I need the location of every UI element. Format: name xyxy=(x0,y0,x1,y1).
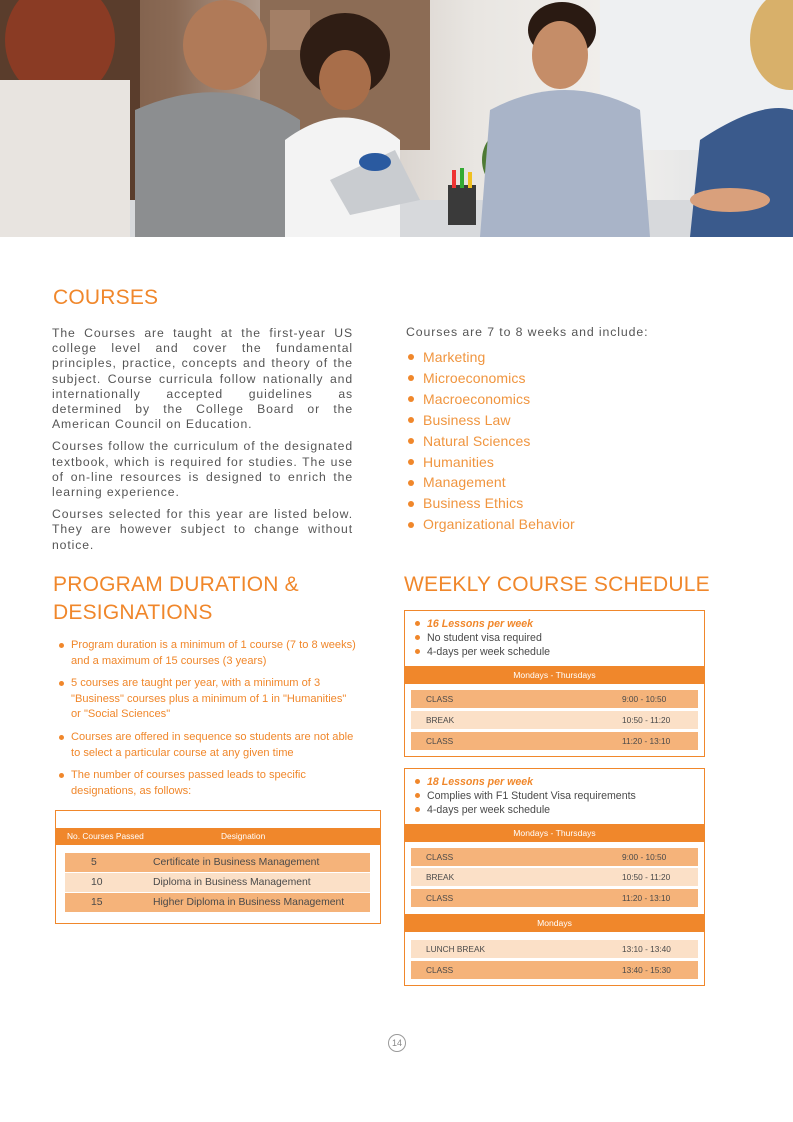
schedule-row xyxy=(411,711,698,729)
slot-label: BREAK xyxy=(426,715,455,725)
course-topic: Humanities xyxy=(406,452,575,473)
page-number: 14 xyxy=(388,1034,406,1052)
bullet-icon xyxy=(408,438,414,444)
slot-label: CLASS xyxy=(426,965,454,975)
intro-paragraph: Courses follow the curriculum of the designated textbook, which is required for studies. The use of on-line resources is designed to enrich the learning experience. xyxy=(52,439,353,500)
schedule-feature: 4-days per week schedule xyxy=(415,803,636,817)
schedule-row xyxy=(411,732,698,750)
course-topic: Natural Sciences xyxy=(406,431,575,452)
course-topic: Macroeconomics xyxy=(406,389,575,410)
table-row xyxy=(65,873,370,892)
designation-name: Higher Diploma in Business Management xyxy=(153,897,345,908)
schedule-row xyxy=(411,961,698,979)
courses-count: 10 xyxy=(91,877,103,888)
schedule-days-band: Mondays xyxy=(405,914,704,932)
course-topic-list xyxy=(406,347,575,535)
slot-time: 10:50 - 11:20 xyxy=(622,715,671,725)
schedule-row xyxy=(411,690,698,708)
bullet-icon xyxy=(415,649,420,654)
bullet-icon xyxy=(408,417,414,423)
bullet-icon xyxy=(408,396,414,402)
slot-time: 10:50 - 11:20 xyxy=(622,872,671,882)
slot-label: BREAK xyxy=(426,872,455,882)
designation-table-header xyxy=(56,828,380,845)
program-heading xyxy=(53,571,299,627)
slot-label: CLASS xyxy=(426,893,454,903)
slot-time: 11:20 - 13:10 xyxy=(622,736,671,746)
slot-label: CLASS xyxy=(426,736,454,746)
course-topic: Business Law xyxy=(406,410,575,431)
program-bullet: Program duration is a minimum of 1 course (7 to 8 weeks) and a maximum of 15 courses (3 years) xyxy=(58,638,358,669)
designation-name: Certificate in Business Management xyxy=(153,857,320,868)
program-heading-line1: PROGRAM DURATION & xyxy=(53,573,299,596)
hero-photo xyxy=(0,0,793,237)
schedule-features xyxy=(415,617,550,659)
program-bullet: 5 courses are taught per year, with a minimum of 3 "Business" courses plus a minimum of 1 in "Humanities" or "Social Sciences" xyxy=(58,676,358,723)
course-topic: Organizational Behavior xyxy=(406,514,575,535)
schedule-row xyxy=(411,848,698,866)
designation-name: Diploma in Business Management xyxy=(153,877,311,888)
schedule-feature: 16 Lessons per week xyxy=(415,617,550,631)
designation-table xyxy=(55,810,381,924)
slot-time: 13:10 - 13:40 xyxy=(622,944,671,954)
courses-count: 5 xyxy=(91,857,97,868)
bullet-icon xyxy=(415,621,420,626)
bullet-icon xyxy=(415,793,420,798)
program-bullet: The number of courses passed leads to specific designations, as follows: xyxy=(58,768,358,799)
program-heading-line2: DESIGNATIONS xyxy=(53,601,213,624)
schedule-feature: No student visa required xyxy=(415,631,550,645)
bullet-icon xyxy=(59,681,64,686)
schedule-row xyxy=(411,868,698,886)
slot-time: 9:00 - 10:50 xyxy=(622,694,667,704)
bullet-icon xyxy=(59,735,64,740)
slot-time: 9:00 - 10:50 xyxy=(622,852,667,862)
schedule-row xyxy=(411,889,698,907)
bullet-icon xyxy=(408,354,414,360)
meeting-illustration xyxy=(0,0,793,237)
program-bullet-list xyxy=(58,638,358,806)
bullet-icon xyxy=(408,480,414,486)
schedule-feature: 4-days per week schedule xyxy=(415,645,550,659)
course-topic: Business Ethics xyxy=(406,493,575,514)
course-topic: Microeconomics xyxy=(406,368,575,389)
schedule-days-band: Mondays - Thursdays xyxy=(405,824,704,842)
course-topic: Marketing xyxy=(406,347,575,368)
header-courses-passed: No. Courses Passed xyxy=(67,831,144,841)
table-row xyxy=(65,853,370,872)
header-designation: Designation xyxy=(221,831,266,841)
courses-count: 15 xyxy=(91,897,103,908)
bullet-icon xyxy=(59,773,64,778)
slot-label: LUNCH BREAK xyxy=(426,944,486,954)
table-row xyxy=(65,893,370,912)
bullet-icon xyxy=(415,807,420,812)
slot-time: 13:40 - 15:30 xyxy=(622,965,671,975)
bullet-icon xyxy=(59,643,64,648)
course-topic: Management xyxy=(406,472,575,493)
schedule-feature: 18 Lessons per week xyxy=(415,775,636,789)
intro-paragraph: The Courses are taught at the first-year US college level and cover the fundamental principles, practice, concepts and theory of the subject. Course curricula follow nationally and internationally accepted guidelines as determined by the College Board or the American Council on Education. xyxy=(52,326,353,432)
courses-include-intro: Courses are 7 to 8 weeks and include: xyxy=(406,325,649,339)
schedule-box-18-lessons xyxy=(404,768,705,986)
schedule-feature: Complies with F1 Student Visa requirements xyxy=(415,789,636,803)
schedule-row xyxy=(411,940,698,958)
schedule-box-16-lessons xyxy=(404,610,705,757)
bullet-icon xyxy=(415,779,420,784)
courses-heading: COURSES xyxy=(53,286,159,309)
schedule-days-band: Mondays - Thursdays xyxy=(405,666,704,684)
bullet-icon xyxy=(408,375,414,381)
slot-time: 11:20 - 13:10 xyxy=(622,893,671,903)
schedule-heading: WEEKLY COURSE SCHEDULE xyxy=(404,573,710,596)
bullet-icon xyxy=(408,459,414,465)
bullet-icon xyxy=(408,501,414,507)
intro-paragraph: Courses selected for this year are listed below. They are however subject to change without notice. xyxy=(52,507,353,552)
bullet-icon xyxy=(408,522,414,528)
schedule-features xyxy=(415,775,636,817)
courses-intro xyxy=(52,326,353,560)
slot-label: CLASS xyxy=(426,852,454,862)
program-bullet: Courses are offered in sequence so students are not able to select a particular course at any given time xyxy=(58,730,358,761)
bullet-icon xyxy=(415,635,420,640)
slot-label: CLASS xyxy=(426,694,454,704)
